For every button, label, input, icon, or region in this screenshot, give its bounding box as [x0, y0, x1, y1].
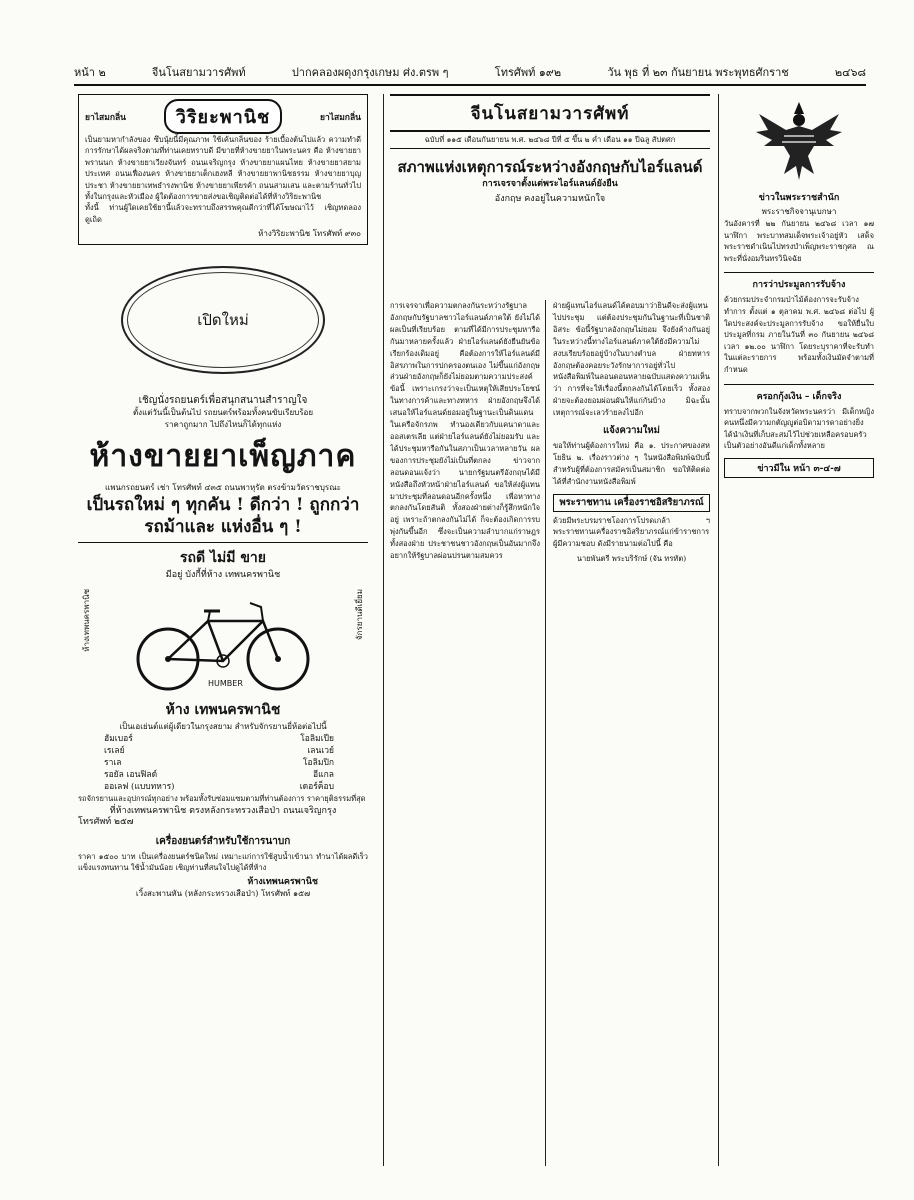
article-column-2 — [553, 300, 710, 565]
list-item: ราเล โอลิมปิก — [104, 758, 334, 769]
tender-body: ด้วยกรมประจำกรมป่าไม้ต้องการจะรับจ้างทำการ ตั้งแต่ ๑ ตุลาคม พ.ศ. ๒๔๖๘ ต่อไป ผู้ใดประสงค์จะประมูลการรับจ้าง ขอให้ยื่นใบประมูลที่กรม ภายในวันที่ ๓๐ กันยายน ๒๔๖๘ เวลา ๑๒.๐๐ นาฬิกา โดยระบุราคาที่จะรับทำในแต่ละรายการ พร้อมทั้งเงินมัดจำตามที่กำหนด — [724, 295, 874, 374]
article-column-1 — [390, 300, 540, 562]
story-head: ครอกกุ้งเงิน – เด็กจริง — [724, 384, 874, 403]
ad-body: เป็นยามหากำลังของ ซึบนุ้ยนี้มีคุณภาพ ใช้เค้นกลิ่นของ ร้ายเบื้องต้นไปแล้ว ความทำดีการรักษาได้ผลจริงตามที่ท่านเคยทราบดี มีขายที่ห้างขายยาในพระนคร คือ ห้างขายยาพรานนก ห้างขายยาเวียงจันทร์ ถนนเจริญกรุง ห้างขายยาแผนไทย ห้างขายยาสยามประเทศ ถนนเฟื่องนคร ห้างขายยาเต็กเฮงหลี ห้างขายยาพานิชธรรม ห้างขายยาบุญประชา ห้างขายยาเทพธำรงพานิช ห้างขายยาเพียรค้า ถนนสามเสน และตามร้านทั่วไปทั้งในกรุงและหัวเมือง ผู้ใดต้องการขายส่งขอเชิญติดต่อได้ที่ห้างวิริยะพานิช — [85, 135, 361, 202]
bicycle-brand: HUMBER — [208, 679, 243, 689]
article-text: การเจรจาเพื่อความตกลงกันระหว่างรัฐบาลอังกฤษกับรัฐบาลชาวไอร์แลนด์ภาคใต้ ยังไม่ได้ผลเป็นที่เรียบร้อย ตามที่ได้มีการประชุมหารือกันมาหลายครั้งแล้ว ฝ่ายไอร์แลนด์ยังยืนยันข้อเรียกร้องเดิมอยู่ คือต้องการให้ไอร์แลนด์มีอิสรภาพในการปกครองตนเอง ไม่ขึ้นแก่อังกฤษ ส่วนฝ่ายอังกฤษก็ยังไม่ยอมตามความประสงค์ข้อนี้ เพราะเกรงว่าจะเป็นเหตุให้เสียประโยชน์ในทางการค้าและทางทหาร ฝ่ายอังกฤษจึงได้เสนอให้ไอร์แลนด์ยอมอยู่ในฐานะเป็นดินแดนในเครือจักรภพ ทำนองเดียวกับแคนาดาและออสเตรเลีย แต่ฝ่ายไอร์แลนด์ยังไม่ยอมรับ และได้ประชุมหารือกันในสภาเป็นเวลาหลายวัน ผลของการประชุมยังไม่เป็นที่ตกลง ข่าวจากลอนดอนแจ้งว่า นายกรัฐมนตรีอังกฤษได้มีหนังสือถึงหัวหน้าฝ่ายไอร์แลนด์ ขอให้ส่งผู้แทนมาประชุมที่ลอนดอนอีกครั้งหนึ่ง เพื่อหาทางตกลงกันโดยสันติ ทั้งสองฝ่ายต่างก็รู้สึกหนักใจอยู่ เพราะถ้าตกลงกันไม่ได้ ก็จะต้องเกิดการรบพุ่งกันขึ้นอีก ซึ่งจะเป็นความลำบากแก่ราษฎรทั้งสองฝ่าย ประชาชนชาวอังกฤษเป็นอันมากจึงอยากให้รัฐบาลผ่อนปรนตามสมควร — [390, 301, 540, 561]
lead-subhead: การเจรจาตั้งแต่พระไอร์แลนด์ยังยืน — [482, 179, 618, 189]
masthead — [390, 94, 710, 132]
store-phone: โทรศัพท์ ๒๕๗ — [78, 816, 134, 827]
lead-byline: อังกฤษ คงอยู่ในความหนักใจ — [494, 194, 606, 204]
middle-column — [390, 94, 710, 1166]
location-text: ที่ห้างเทพนครพานิช ตรงหลังกระทรวงเสือป่า ถนนเจริญกรุง — [109, 805, 337, 816]
bicycle-ad — [78, 542, 368, 900]
article-text: ฝ่ายผู้แทนไอร์แลนด์ได้ตอบมาว่ายินดีจะส่งผู้แทนไปประชุม แต่ต้องประชุมกันในฐานะที่เป็นชาติอิสระ ข้อนี้รัฐบาลอังกฤษไม่ยอม จึงยังค้างกันอยู่ ในระหว่างนี้ทางไอร์แลนด์ภาคใต้ยังมีความไม่สงบเรียบร้อยอยู่บ้างในบางตำบล ฝ่ายทหารอังกฤษต้องคอยระวังรักษาการอยู่ทั่วไป หนังสือพิมพ์ในลอนดอนหลายฉบับแสดงความเห็นว่า การที่จะให้เรื่องนี้ตกลงกันได้โดยเร็ว ทั้งสองฝ่ายจะต้องยอมผ่อนผันให้แก่กันบ้าง มิฉะนั้นเหตุการณ์จะเลวร้ายลงไปอีก — [553, 301, 710, 418]
ad-label-left: ยาไสมกลิ่น — [85, 112, 126, 123]
dateline: ฉบับที่ ๑๑๕ เดือนกันยายน พ.ศ. ๒๔๖๘ ปีที่ ๕ ขึ้น ๒ ค่ำ เดือน ๑๑ ปีฉลู สัปตศก — [390, 132, 710, 149]
slogan-1: เป็นรถใหม่ ๆ ทุกคัน ! ดีกว่า ! ถูกกว่า — [86, 495, 360, 516]
ad-viriya — [78, 94, 368, 245]
info-line-2: ราคาถูกมาก ไปถึงไหนก็ได้ทุกแห่ง — [164, 420, 282, 430]
engine-ad-sign: ห้างเทพนครพานิช — [247, 876, 318, 887]
lead-headline: สภาพแห่งเหตุการณ์ระหว่างอังกฤษกับไอร์แลนด์ — [397, 158, 703, 176]
ad-label-right: ยาไสมกลิ่น — [319, 112, 361, 123]
side-label-left: ห้างเทพนครพานิช — [82, 589, 91, 652]
slogan-2: รถม้าและ แห่งอื่น ๆ ! — [144, 517, 302, 538]
page-number: หน้า ๒ — [74, 66, 106, 79]
ad-note: ทั้งนี้ ท่านผู้ใดเคยใช้ยานี้แล้วจะทราบถึงสรรพคุณดีกว่าที่ได้โฆษณาไว้ เชิญทดลองดูเถิด — [85, 203, 361, 224]
engine-ad-footer: เวิ้งสะพานหัน (หลังกระทรวงเสือป่า) โทรศัพท์ ๑๕๗ — [135, 888, 311, 898]
list-item: รอยัล เอนฟิลด์ อีแกล — [104, 770, 334, 781]
garuda-emblem-icon — [754, 96, 844, 184]
court-news-head: ข่าวในพระราชสำนัก — [758, 193, 840, 203]
left-column — [78, 94, 368, 1166]
masthead-title: จีนโนสยามวารศัพท์ — [470, 104, 630, 124]
bicycle-subhead: มีอยู่ บังกี้ที่ห้าง เทพนครพานิช — [165, 570, 281, 581]
running-header — [74, 60, 866, 86]
ad-banner: วิริยะพานิช — [164, 99, 282, 134]
list-item: เรเลย์ เลนเวย์ — [104, 746, 334, 757]
side-label-right: จักรยานดีเยี่ยม — [355, 589, 364, 641]
phone-line: แพนกรถยนตร์ เช่า โทรศัพท์ ๔๓๕ ถนนพาหุรัด ตรงข้ามวัดราชบุรณะ — [105, 483, 341, 493]
continued-label: ข่าวมีใน หน้า ๓-๔-๗ — [724, 458, 874, 478]
invite-line: เชิญนั่งรถยนตร์เพื่อสนุกสนานสำราญใจ — [138, 395, 308, 407]
store-headline: ห้างขายยาเพ็ญภาค — [89, 439, 357, 475]
info-line-1: ตั้งแต่วันนี้เป็นต้นไป รถยนตร์พร้อมทั้งคนขับเรียบร้อย — [132, 408, 314, 418]
notice-head: แจ้งความใหม่ — [603, 425, 660, 437]
date: วัน พุธ ที่ ๒๓ กันยายน พระพุทธศักราช — [607, 66, 789, 79]
store-desc: เป็นเอเย่นต์แต่ผู้เดียวในกรุงสยาม สำหรับจักรยานยี่ห้อต่อไปนี้ — [119, 722, 327, 732]
list-item: ออเลฟ (แบบทหาร) เดอร์ค็อบ — [104, 782, 334, 793]
garuda-emblem-box — [724, 94, 874, 186]
list-item: ฮัมเบอร์ โอลิมเปีย — [104, 734, 334, 745]
decoration-notice-head: พระราชทาน เครื่องราชอิสริยาภรณ์ — [553, 494, 710, 512]
tender-head: การว่าประมูลการรับจ้าง — [724, 272, 874, 291]
notice-body: ขอให้ท่านผู้ต้องการใหม่ คือ ๑. ประกาศของสหโยธิน ๒. เรื่องราวต่าง ๆ ในหนังสือพิมพ์ฉบับนี้ สำหรับผู้ที่ต้องการสมัครเป็นสมาชิก ขอให้ติดต่อได้ที่สำนักงานหนังสือพิมพ์ — [553, 440, 710, 486]
column-rule — [383, 94, 384, 1166]
column-rule — [718, 94, 719, 1166]
parts-text: รถจักรยานและอุปกรณ์ทุกอย่าง พร้อมทั้งรับซ่อมแซมตามที่ท่านต้องการ ราคายุติธรรมที่สุด — [78, 794, 366, 804]
oval-frame — [121, 266, 325, 374]
oval-text: เปิดใหม่ — [197, 311, 249, 330]
court-news-sub: พระราชกิจจานุเบกษา — [761, 207, 837, 216]
brand-list — [78, 733, 368, 793]
court-news-body: วันอังคารที่ ๒๒ กันยายน ๒๔๖๘ เวลา ๑๗ นาฬิกา พระบาทสมเด็จพระเจ้าอยู่หัว เสด็จพระราชดำเนินไปทรงบำเพ็ญพระราชกุศล ณ พระที่นั่งอมรินทรวินิจฉัย — [724, 219, 874, 263]
ad-signature: ห้างวิริยะพานิช โทรศัพท์ ๙๓๐ — [258, 229, 361, 239]
story-body: ทราบจากพวกในจังหวัดพระนครว่า มีเด็กหญิงคนหนึ่งมีความกตัญญูต่อบิดามารดาอย่างยิ่ง ได้นำเงินที่เก็บสะสมไว้ไปช่วยเหลือครอบครัว เป็นตัวอย่างอันดีแก่เด็กทั้งหลาย — [724, 406, 874, 451]
phone: โทรศัพท์ ๑๙๒ — [494, 66, 562, 79]
year: ๒๔๖๘ — [834, 66, 866, 79]
oval-ad — [78, 245, 368, 395]
decoration-notice-sign: นายพันตรี พระบริรักษ์ (จัน ทรทัต) — [576, 554, 687, 564]
bicycle-headline: รถดี ไม่มี ขาย — [180, 550, 266, 567]
decoration-notice-body: ด้วยมีพระบรมราชโองการโปรดเกล้า ฯ พระราชทานเครื่องราชอิสริยาภรณ์แก่ข้าราชการผู้มีความชอบ ดังมีรายนามต่อไปนี้ คือ — [553, 515, 710, 549]
office-address: ปากคลองผดุงกรุงเกษม ศ่ง.ตรพ ๆ — [291, 66, 449, 79]
bicycle-illustration — [78, 581, 368, 699]
engine-ad-body: ราคา ๑๕๐๐ บาท เป็นเครื่องยนตร์ชนิดใหม่ เหมาะแก่การใช้สูบน้ำเข้านา ทำนาได้ผลดีเร็ว แข็งแรงทนทาน ใช้น้ำมันน้อย เชิญท่านที่สนใจไปดูได้ที่ห้าง — [78, 852, 368, 873]
ad-title-row — [85, 99, 361, 134]
right-column — [724, 94, 874, 1166]
store-name: ห้าง เทพนครพานิช — [165, 702, 281, 719]
paper-name: จีนโนสยามวารศัพท์ — [151, 66, 246, 79]
engine-ad-head: เครื่องยนตร์สำหรับใช้การนาบก — [155, 836, 291, 848]
